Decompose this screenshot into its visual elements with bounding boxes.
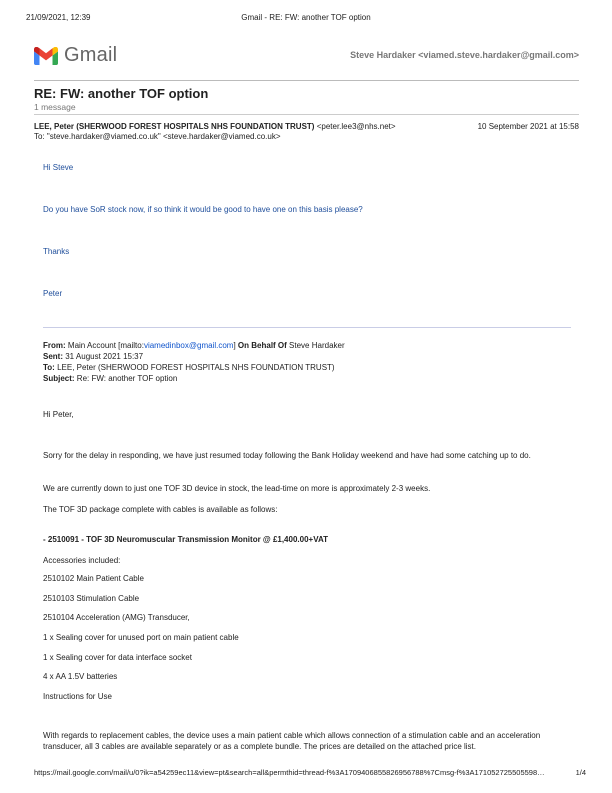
print-url: https://mail.google.com/mail/u/0?ik=a54259ec11&view=pt&search=all&permthid=thread-f%3A1709406855826956788%7Cmsg-f%3A171052725505598…: [34, 768, 545, 777]
from-value: Main Account [mailto:: [67, 341, 144, 350]
accessory-item: 1 x Sealing cover for unused port on main patient cable: [43, 633, 239, 642]
message-count: 1 message: [34, 102, 76, 112]
accessory-item: 2510104 Acceleration (AMG) Transducer,: [43, 613, 190, 622]
quote-separator: [43, 327, 571, 328]
product-line: - 2510091 - TOF 3D Neuromuscular Transmission Monitor @ £1,400.00+VAT: [43, 535, 329, 544]
reply-thanks: Thanks: [43, 247, 70, 256]
gmail-logo[interactable]: [34, 44, 117, 67]
quoted-paragraph-4: With regards to replacement cables, the device uses a main patient cable which allows connection of a stimulation cable and an acceleration transducer, all 3 cables are available separately or as a complete bundle. The prices are detailed on the attached price list.: [43, 731, 541, 751]
accessory-item: 2510102 Main Patient Cable: [43, 574, 144, 583]
page-number: 1/4: [575, 768, 586, 777]
quoted-paragraph-1: Sorry for the delay in responding, we have just resumed today following the Bank Holiday weekend and have had some catching up to do.: [43, 451, 531, 460]
sent-value: 31 August 2021 15:37: [65, 352, 144, 361]
quoted-paragraph-3: The TOF 3D package complete with cables is available as follows:: [43, 505, 278, 514]
accessory-item: 2510103 Stimulation Cable: [43, 594, 140, 603]
accessory-item: 1 x Sealing cover for data interface socket: [43, 653, 192, 662]
message-sender: [34, 122, 396, 131]
sender-email: <peter.lee3@nhs.net>: [316, 122, 396, 131]
gmail-m-icon: [34, 47, 58, 65]
quoted-paragraph-2: We are currently down to just one TOF 3D device in stock, the lead-time on more is approximately 2-3 weeks.: [43, 484, 431, 493]
to-value: LEE, Peter (SHERWOOD FOREST HOSPITALS NHS FOUNDATION TRUST): [57, 363, 335, 372]
subject-value: Re: FW: another TOF option: [76, 374, 178, 383]
print-datetime: 21/09/2021, 12:39: [26, 13, 91, 22]
quoted-from: [43, 341, 345, 350]
reply-greeting: Hi Steve: [43, 163, 74, 172]
quoted-sent: [43, 352, 143, 361]
behalf-label: On Behalf Of: [237, 341, 287, 350]
behalf-value: Steve Hardaker: [289, 341, 345, 350]
accessory-item: 4 x AA 1.5V batteries: [43, 672, 118, 681]
reply-line: Do you have SoR stock now, if so think it would be good to have one on this basis please?: [43, 205, 363, 214]
to-label: To:: [43, 363, 55, 372]
print-title: Gmail - RE: FW: another TOF option: [241, 13, 371, 22]
gmail-logo-text: Gmail: [64, 44, 118, 66]
sent-label: Sent:: [43, 352, 63, 361]
accessories-heading: Accessories included:: [43, 556, 121, 565]
account-email: Steve Hardaker <viamed.steve.hardaker@gmail.com>: [350, 50, 579, 60]
thread-subject: RE: FW: another TOF option: [34, 86, 209, 101]
sender-name: LEE, Peter (SHERWOOD FOREST HOSPITALS NHS FOUNDATION TRUST): [34, 122, 315, 131]
quoted-subject: [43, 374, 177, 383]
header-divider: [34, 80, 579, 81]
quoted-to: [43, 363, 335, 372]
accessory-item: Instructions for Use: [43, 692, 112, 701]
from-email-link[interactable]: viamedinbox@gmail.com: [143, 341, 234, 350]
reply-signoff: Peter: [43, 289, 63, 298]
quoted-greeting: Hi Peter,: [43, 410, 74, 419]
message-recipients: To: "steve.hardaker@viamed.co.uk" <steve.hardaker@viamed.co.uk>: [34, 132, 281, 141]
message-date: 10 September 2021 at 15:58: [477, 122, 579, 131]
from-close: ]: [233, 341, 236, 350]
subject-divider: [34, 114, 579, 115]
subject-label: Subject:: [43, 374, 75, 383]
from-label: From:: [43, 341, 66, 350]
